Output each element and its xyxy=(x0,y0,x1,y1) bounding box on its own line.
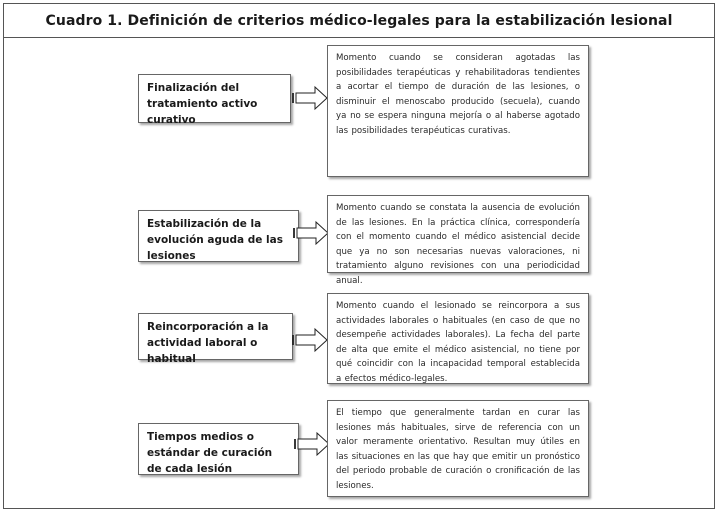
criterion-description-box xyxy=(327,45,589,177)
criterion-label: Reincorporación a la actividad laboral o habitual xyxy=(147,321,269,365)
criterion-label: Finalización del tratamiento activo curativo xyxy=(147,82,258,126)
title-bar xyxy=(4,4,714,38)
table-title: Cuadro 1. Definición de criterios médico-legales para la estabilización lesional xyxy=(45,12,673,29)
criterion-description: Momento cuando se constata la ausencia de evolución de las lesiones. En la práctica clínica, correspondería con el momento cuando el médico asistencial decide que ya no son necesarias nuevas valoraciones, ni tratamiento alguno revisiones con una periodicidad anual. xyxy=(336,203,580,286)
arrow-right-icon xyxy=(292,220,332,246)
criterion-description: Momento cuando se consideran agotadas las posibilidades terapéuticas y rehabilitadoras tendientes a acortar el tiempo de duración de las lesiones, o disminuir el menoscabo producido (secuela), cuando ya no se espera ninguna mejoría o al haberse agotado las posibilidades terapéuticas curativas. xyxy=(336,53,580,136)
criterion-description: Momento cuando el lesionado se reincorpora a sus actividades laborales o habituales (en caso de que no desempeñe actividades laborales). La fecha del parte de alta que emite el médico asistencial, no tiene por qué coincidir con la incapacidad temporal establecida a efectos médico-legales. xyxy=(336,301,580,384)
criterion-description-box xyxy=(327,293,589,384)
criterion-description-box xyxy=(327,195,589,286)
criterion-label-box xyxy=(138,74,291,126)
arrow-right-icon xyxy=(291,85,331,111)
criterion-label: Estabilización de la evolución aguda de las lesiones xyxy=(147,218,283,262)
criterion-label: Tiempos medios o estándar de curación de cada lesión xyxy=(147,431,273,475)
criterion-description: El tiempo que generalmente tardan en curar las lesiones más habituales, sirve de referencia con un valor meramente orientativo. Resultan muy útiles en las situaciones en las que hay que emitir un pronóstico del periodo probable de curación o cronificación de las lesiones. xyxy=(336,408,580,491)
arrow-right-icon xyxy=(291,327,331,353)
criterion-label-box xyxy=(138,210,299,262)
criterion-description-box xyxy=(327,400,589,497)
criterion-label-box xyxy=(138,313,293,365)
criterion-label-box xyxy=(138,423,299,475)
